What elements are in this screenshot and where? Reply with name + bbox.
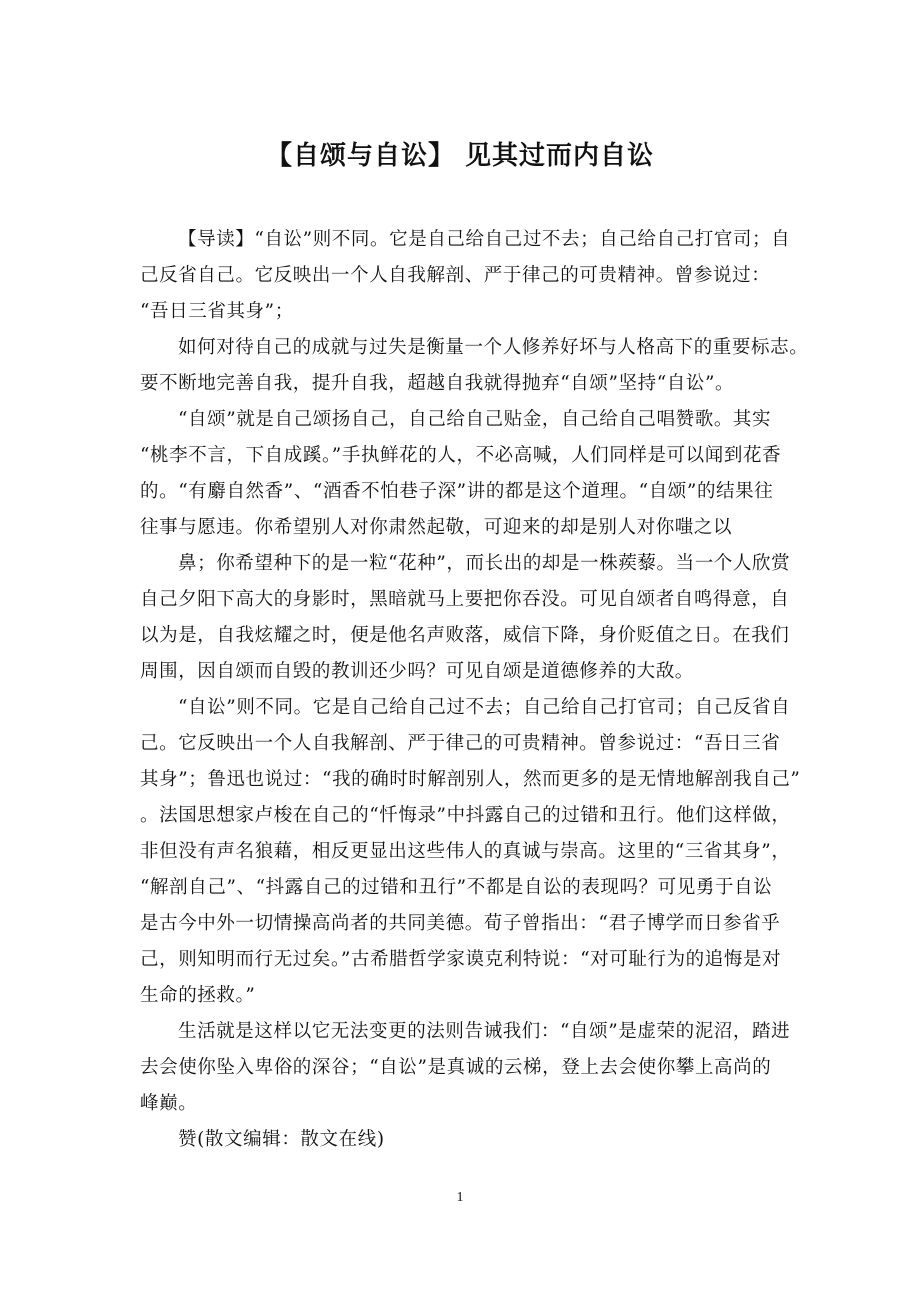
text-line: 鼻；你希望种下的是一粒“花种”，而长出的却是一株蒺藜。当一个人欣赏 [178,553,791,574]
text-line: 生命的拯救。” [140,985,256,1006]
text-line: 要不断地完善自我，提升自我，超越自我就得抛弃“自颂”坚持“自讼”。 [140,373,735,394]
text-line: 己。它反映出一个人自我解剖、严于律己的可贵精神。曾参说过：“吾日三省 [140,733,781,754]
text-line: 去会使你坠入卑俗的深谷；“自讼”是真诚的云梯，登上去会使你攀上高尚的 [140,1057,772,1078]
text-line: “桃李不言，下自成蹊。”手执鲜花的人，不必高喊，人们同样是可以闻到花香 [140,445,782,466]
text-line: 【导读】“自讼”则不同。它是自己给自己过不去；自己给自己打官司；自 [178,229,791,250]
text-line: “吾日三省其身”； [140,301,294,322]
page-number: 1 [456,1190,464,1205]
text-line: “自颂”就是自己颂扬自己，自己给自己贴金，自己给自己唱赞歌。其实 [178,409,772,430]
text-line: 己反省自己。它反映出一个人自我解剖、严于律己的可贵精神。曾参说过： [140,265,771,286]
text-line: 自己夕阳下高大的身影时，黑暗就马上要把你吞没。可见自颂者自鸣得意，自 [140,589,790,610]
text-line: 其身”；鲁迅也说过：“我的确时时解剖别人，然而更多的是无情地解剖我自己” [140,769,801,790]
text-line: 的。“有麝自然香”、“酒香不怕巷子深”讲的都是这个道理。“自颂”的结果往 [140,481,774,502]
text-line: 己，则知明而行无过矣。”古希腊哲学家谟克利特说：“对可耻行为的追悔是对 [140,949,782,970]
text-line: 往事与愿违。你希望别人对你肃然起敬，可迎来的却是别人对你嗤之以 [140,517,733,538]
text-line: “解剖自己”、“抖露自己的过错和丑行”不都是自讼的表现吗？可见勇于自讼 [140,877,773,898]
text-line: 峰巅。 [140,1093,198,1114]
text-line: 。法国思想家卢梭在自己的“忏悔录”中抖露自己的过错和丑行。他们这样做， [140,805,791,826]
text-line: 赞(散文编辑：散文在线) [178,1129,385,1150]
text-line: 如何对待自己的成就与过失是衡量一个人修养好坏与人格高下的重要标志。 [178,337,809,358]
text-line: 周围，因自颂而自毁的教训还少吗？可见自颂是道德修养的大敌。 [140,661,694,682]
text-line: “自讼”则不同。它是自己给自己过不去；自己给自己打官司；自己反省自 [178,697,791,718]
text-line: 生活就是这样以它无法变更的法则告诫我们：“自颂”是虚荣的泥沼，踏进 [178,1021,791,1042]
text-line: 非但没有声名狼藉，相反更显出这些伟人的真诚与崇高。这里的“三省其身”， [140,841,791,862]
text-line: 以为是，自我炫耀之时，便是他名声败落，威信下降，身价贬值之日。在我们 [140,625,790,646]
text-line: 是古今中外一切情操高尚者的共同美德。荀子曾指出：“君子博学而日参省乎 [140,913,781,934]
document-title: 【自颂与自讼】 见其过而内自讼 [265,141,655,171]
